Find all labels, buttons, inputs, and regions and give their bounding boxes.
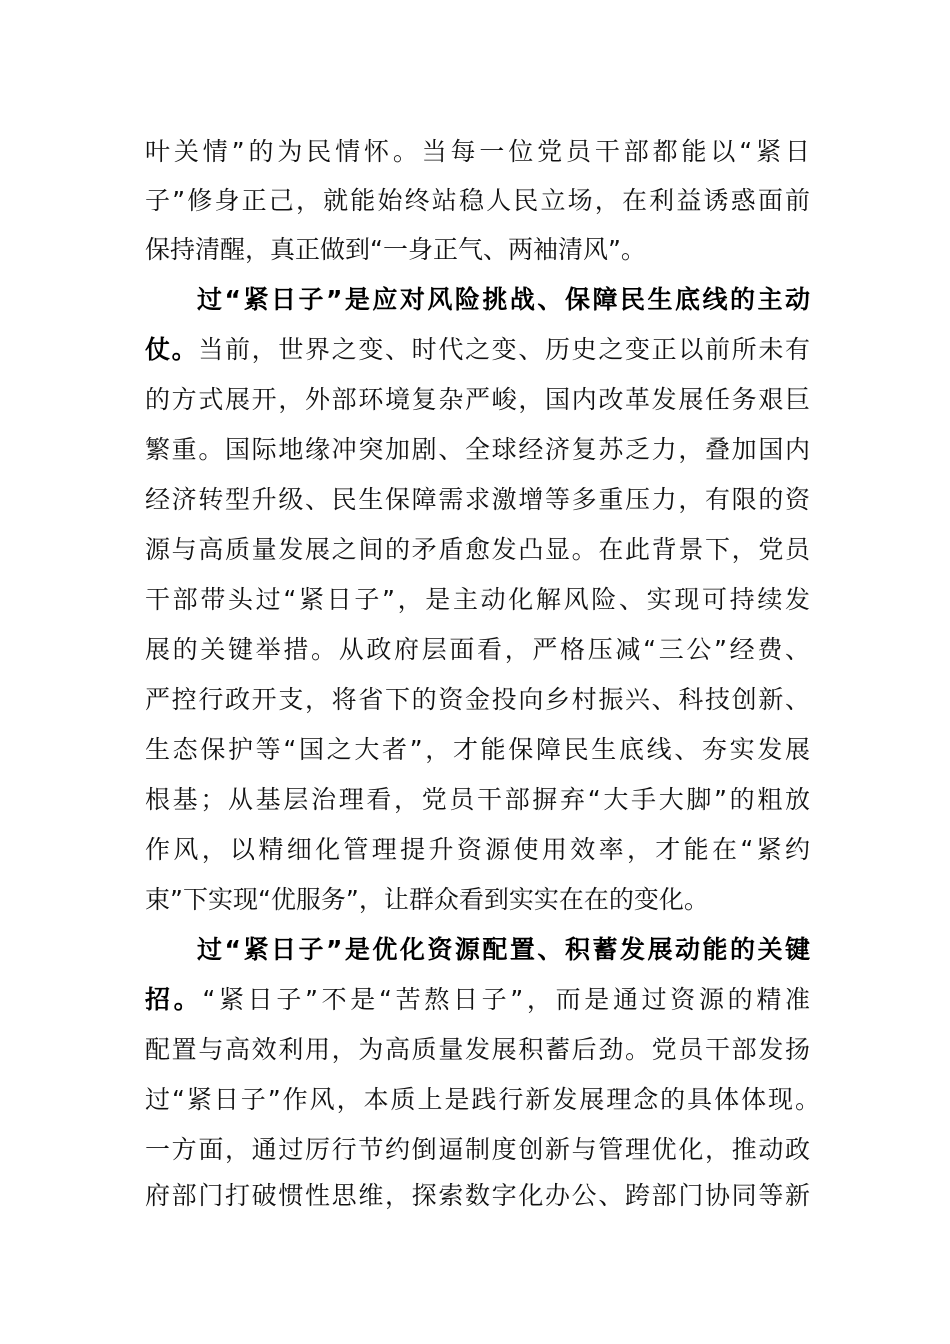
- heading-text: 仗。: [145, 335, 199, 364]
- text-line: [145, 634, 810, 666]
- line-text: 过“紧日子”作风，本质上是践行新发展理念的具体体现。: [145, 1085, 820, 1114]
- line-text: 子”修身正己，就能始终站稳人民立场，在利益诱惑面前: [145, 186, 810, 215]
- line-text: 一方面，通过厉行节约倒逼制度创新与管理优化，推动政: [145, 1135, 810, 1164]
- line-text: 经济转型升级、民生保障需求激增等多重压力，有限的资: [145, 485, 810, 514]
- text-line: [145, 534, 810, 566]
- text-line: [145, 484, 810, 516]
- line-text: 府部门打破惯性思维，探索数字化办公、跨部门协同等新: [145, 1181, 810, 1210]
- line-text: 保持清醒，真正做到“一身正气、两袖清风”。: [145, 235, 646, 264]
- text-line: [145, 185, 810, 217]
- line-text: 叶关情”的为民情怀。当每一位党员干部都能以“紧日: [145, 137, 810, 166]
- text-line: [145, 1084, 820, 1116]
- text-line: [145, 1134, 810, 1166]
- text-line: [145, 1034, 810, 1066]
- line-text: 束”下实现“优服务”，让群众看到实实在在的变化。: [145, 885, 709, 914]
- section-heading: [197, 284, 810, 316]
- line-text: 的方式展开，外部环境复杂严峻，国内改革发展任务艰巨: [145, 385, 810, 414]
- text-line: [145, 684, 810, 716]
- text-line: [145, 384, 810, 416]
- line-text: 作风，以精细化管理提升资源使用效率，才能在“紧约: [145, 835, 810, 864]
- line-text: 配置与高效利用，为高质量发展积蓄后劲。党员干部发扬: [145, 1035, 810, 1064]
- text-line: [145, 234, 810, 266]
- heading-text: 过“紧日子”是优化资源配置、积蓄发展动能的关键: [197, 935, 810, 964]
- text-line: [145, 734, 810, 766]
- text-line: [145, 784, 810, 816]
- line-text: 当前，世界之变、时代之变、历史之变正以前所未有: [198, 335, 810, 364]
- text-line: [145, 584, 810, 616]
- line-text: 源与高质量发展之间的矛盾愈发凸显。在此背景下，党员: [145, 535, 810, 564]
- text-line: [145, 434, 810, 466]
- heading-text: 招。: [145, 985, 203, 1014]
- line-text: 严控行政开支，将省下的资金投向乡村振兴、科技创新、: [145, 685, 810, 714]
- line-text: 生态保护等“国之大者”，才能保障民生底线、夯实发展: [145, 735, 810, 764]
- line-text: “紧日子”不是“苦熬日子”，而是通过资源的精准: [202, 985, 810, 1014]
- line-text: 根基；从基层治理看，党员干部摒弃“大手大脚”的粗放: [145, 785, 810, 814]
- line-text: 繁重。国际地缘冲突加剧、全球经济复苏乏力，叠加国内: [145, 435, 810, 464]
- line-text: 干部带头过“紧日子”，是主动化解风险、实现可持续发: [145, 585, 810, 614]
- text-line: [145, 1180, 810, 1212]
- text-line: [145, 884, 810, 916]
- line-text: 展的关键举措。从政府层面看，严格压减“三公”经费、: [145, 635, 810, 664]
- text-line: [145, 136, 810, 168]
- text-line: [145, 834, 810, 866]
- section-heading: [197, 934, 810, 966]
- text-line: [145, 334, 810, 366]
- heading-text: 过“紧日子”是应对风险挑战、保障民生底线的主动: [197, 285, 810, 314]
- text-line: [145, 984, 810, 1016]
